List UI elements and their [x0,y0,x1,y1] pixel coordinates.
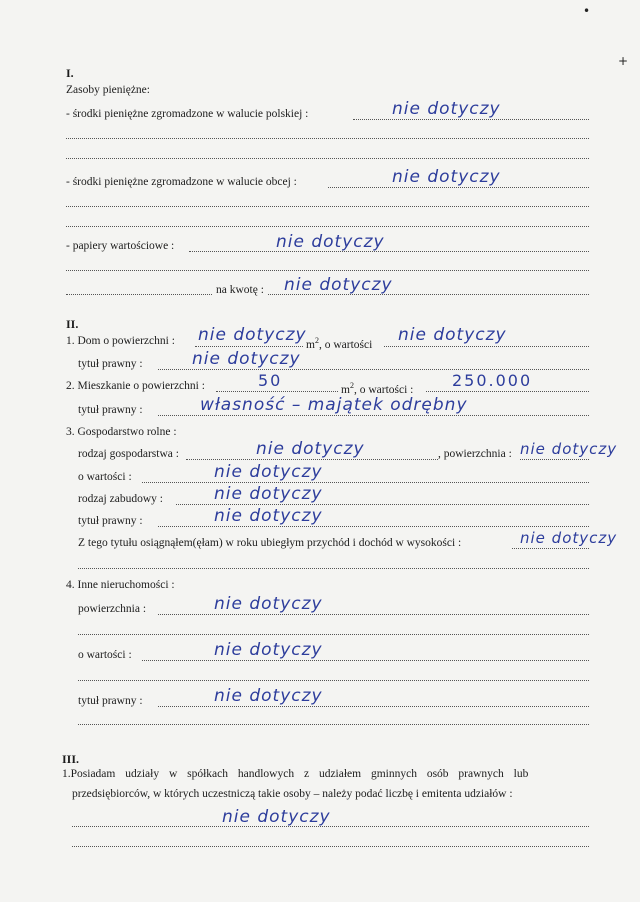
house-value-line [384,346,589,347]
farm-label: 3. Gospodarstwo rolne : [66,426,177,438]
farm-value-label: o wartości : [78,471,132,483]
pln-funds-label: - środki pieniężne zgromadzone w walucie polskiej : [66,108,309,120]
section-1-title: Zasoby pieniężne: [66,84,150,96]
blank-line [78,634,589,635]
flat-value-line [426,391,589,392]
amount-value: nie dotyczy [284,275,393,295]
house-area-label: 1. Dom o powierzchni : [66,335,175,347]
blank-line [66,270,589,271]
flat-value-label: , o wartości : [353,383,414,396]
pln-funds-line [353,119,589,120]
farm-title-label: tytuł prawny : [78,515,143,527]
other-area-value: nie dotyczy [214,594,323,614]
blank-line [78,680,589,681]
other-title-line [158,706,589,707]
securities-line [189,251,589,252]
foreign-funds-line [328,187,589,188]
shares-line-1: 1.Posiadam udziały w spółkach handlowych z udziałem gminnych osób prawnych lub [62,768,529,780]
other-title-label: tytuł prawny : [78,695,143,707]
farm-type-label: rodzaj gospodarstwa : [78,448,179,460]
shares-line-2: przedsiębiorców, w których uczestniczą takie osoby – należy podać liczbę i emitenta udziałów : [72,788,513,800]
corner-tick: + [618,54,629,68]
farm-area-line [520,459,589,460]
house-value: nie dotyczy [398,325,507,345]
flat-unit-m: m [341,383,350,396]
other-property-label: 4. Inne nieruchomości : [66,579,175,591]
farm-income-line [512,548,589,549]
farm-income-value: nie dotyczy [520,529,618,547]
blank-line [66,206,589,207]
other-area-label: powierzchnia : [78,603,147,615]
other-value-line [142,660,589,661]
pln-funds-value: nie dotyczy [392,99,501,119]
section-2-heading: II. [66,317,79,331]
other-area-line [158,614,589,615]
flat-area-value: 50 [258,371,283,390]
house-area-line [195,346,303,347]
section-1-heading: I. [66,66,74,80]
house-title-line [158,369,589,370]
ink-dot: • [583,4,591,18]
blank-line [72,846,589,847]
flat-value: 250.000 [452,371,533,390]
house-title-value: nie dotyczy [192,349,301,369]
other-title-value: nie dotyczy [214,686,323,706]
house-unit-m: m [306,338,315,351]
other-value-label: o wartości : [78,649,132,661]
blank-line [66,226,589,227]
foreign-funds-value: nie dotyczy [392,167,501,187]
farm-building-label: rodzaj zabudowy : [78,493,163,505]
foreign-funds-label: - środki pieniężne zgromadzone w walucie obcej : [66,176,297,188]
farm-building-line [176,504,589,505]
farm-value-line [142,482,589,483]
farm-building-value: nie dotyczy [214,484,323,504]
blank-line [66,138,589,139]
house-unit [306,334,372,352]
farm-title-line [158,526,589,527]
house-title-label: tytuł prawny : [78,358,143,370]
amount-label: na kwotę : [216,284,264,296]
flat-title-line [158,415,589,416]
farm-area-label: , powierzchnia : [438,448,512,460]
securities-label: - papiery wartościowe : [66,240,175,252]
farm-type-line [186,459,438,460]
farm-type-value: nie dotyczy [256,439,365,459]
flat-area-line [216,391,338,392]
flat-title-value: własność – majątek odrębny [200,395,468,415]
farm-area-value: nie dotyczy [520,440,618,458]
farm-income-label: Z tego tytułu osiągnąłem(ęłam) w roku ubiegłym przychód i dochód w wysokości : [78,537,462,549]
blank-line [66,158,589,159]
farm-value: nie dotyczy [214,462,323,482]
shares-value: nie dotyczy [222,807,331,827]
flat-area-label: 2. Mieszkanie o powierzchni : [66,380,205,392]
flat-title-label: tytuł prawny : [78,404,143,416]
blank-line [78,724,589,725]
house-unit-sup: 2 [314,336,319,345]
other-value: nie dotyczy [214,640,323,660]
securities-value: nie dotyczy [276,232,385,252]
blank-line [78,568,589,569]
house-area-value: nie dotyczy [198,325,307,345]
amount-lead-line [66,294,212,295]
house-value-label: , o wartości [318,338,373,351]
section-3-heading: III. [62,752,80,766]
flat-unit-sup: 2 [349,381,354,390]
farm-title-value: nie dotyczy [214,506,323,526]
